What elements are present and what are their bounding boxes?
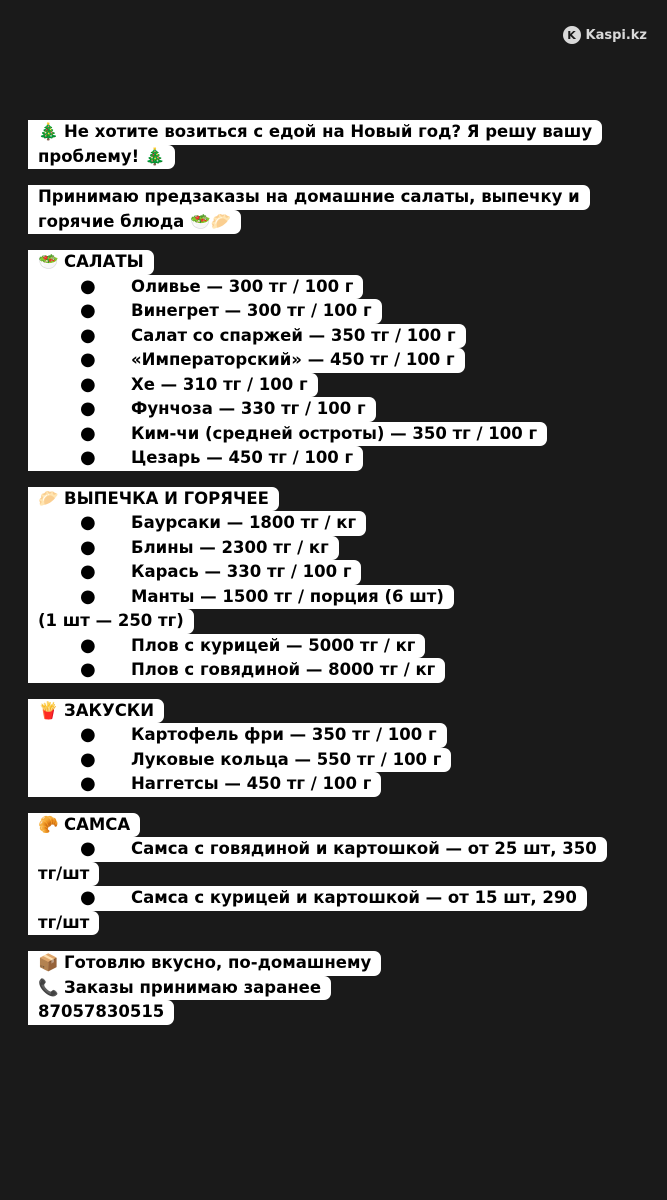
brand-name: Kaspi.kz	[585, 27, 647, 43]
menu-item-text: Наггетсы — 450 тг / 100 г	[131, 774, 372, 793]
menu-item-text: Плов с курицей — 5000 тг / кг	[131, 635, 416, 655]
menu-item-text: тг/шт	[38, 863, 90, 883]
bullet-icon	[80, 511, 131, 536]
preorder-text: Принимаю предзаказы на домашние салаты, выпечку и	[38, 187, 580, 206]
bullet-icon	[80, 772, 131, 797]
bullet-icon	[80, 422, 131, 447]
bullet-dot: ●	[80, 512, 96, 533]
menu-item-text: Самса с говядиной и картошкой — от 25 шт, 350	[131, 839, 597, 858]
bullet-icon	[80, 373, 131, 398]
menu-item-text: Блины — 2300 тг / кг	[131, 537, 329, 557]
bullet-dot: ●	[80, 659, 96, 680]
menu-item	[28, 634, 425, 659]
footer-text: Готовлю вкусно, по-домашнему	[64, 953, 372, 972]
section-title-text: САЛАТЫ	[64, 252, 144, 271]
section-title	[28, 487, 279, 512]
menu-item	[28, 886, 587, 911]
bullet-dot: ●	[80, 838, 96, 859]
bullet-icon	[80, 348, 131, 373]
bullet-icon	[80, 536, 131, 561]
bullet-icon	[80, 299, 131, 324]
phone-number	[28, 1000, 174, 1025]
intro-line	[28, 120, 602, 145]
menu-item-text: Луковые кольца — 550 тг / 100 г	[131, 749, 442, 769]
menu-item	[28, 422, 547, 447]
package-icon: 📦	[38, 953, 59, 972]
bullet-dot: ●	[80, 585, 96, 607]
intro-line	[28, 145, 175, 170]
menu-item	[28, 446, 363, 471]
bullet-icon	[80, 886, 131, 911]
bullet-icon	[80, 585, 131, 610]
menu-item	[28, 748, 451, 773]
bullet-dot: ●	[80, 373, 96, 395]
menu-item	[28, 560, 361, 585]
bullet-icon	[80, 723, 131, 748]
croissant-icon: 🥐	[38, 814, 59, 834]
story-text	[28, 120, 653, 1041]
salad-icon: 🥗	[38, 252, 59, 271]
bullet-dot: ●	[80, 398, 96, 419]
menu-item-text: Винегрет — 300 тг / 100 г	[131, 301, 372, 320]
section-title-text: ЗАКУСКИ	[64, 700, 155, 720]
menu-item	[28, 299, 382, 324]
menu-item-text: Картофель фри — 350 тг / 100 г	[131, 725, 437, 744]
menu-item-text: Ким-чи (средней остроты) — 350 тг / 100 г	[131, 423, 538, 443]
menu-item-continuation	[28, 609, 194, 634]
footer-line	[28, 976, 331, 1001]
bullet-icon	[80, 560, 131, 585]
fries-icon: 🍟	[38, 700, 59, 720]
menu-item-text: Плов с говядиной — 8000 тг / кг	[131, 660, 436, 679]
menu-item	[28, 723, 447, 748]
menu-item	[28, 585, 454, 610]
kaspi-logo-icon: K	[563, 26, 581, 44]
intro-text: проблему! 🎄	[38, 146, 166, 166]
bullet-icon	[80, 446, 131, 471]
preorder-text: горячие блюда 🥗🥟	[38, 211, 232, 231]
menu-item	[28, 658, 445, 683]
bullet-dot: ●	[80, 634, 96, 656]
bullet-dot: ●	[80, 748, 96, 770]
bullet-icon	[80, 634, 131, 659]
menu-item	[28, 324, 466, 349]
intro-text: Не хотите возиться с едой на Новый год? Я решу вашу	[64, 122, 593, 141]
bullet-dot: ●	[80, 887, 96, 908]
menu-item	[28, 536, 339, 561]
section-title-text: ВЫПЕЧКА И ГОРЯЧЕЕ	[64, 488, 269, 508]
section-salads	[28, 250, 653, 471]
intro-block	[28, 120, 653, 169]
section-title-text: САМСА	[64, 814, 131, 834]
section-title	[28, 250, 154, 275]
bullet-dot: ●	[80, 422, 96, 444]
footer-text: Заказы принимаю заранее	[64, 977, 322, 997]
menu-item-text: (1 шт — 250 тг)	[38, 611, 184, 630]
bullet-icon	[80, 748, 131, 773]
bullet-dot: ●	[80, 773, 96, 794]
bullet-icon	[80, 275, 131, 300]
menu-item-continuation	[28, 911, 99, 936]
footer-line	[28, 951, 381, 976]
menu-item-text: «Императорский» — 450 тг / 100 г	[131, 350, 455, 369]
phone-icon: 📞	[38, 977, 59, 997]
menu-item-text: Хе — 310 тг / 100 г	[131, 374, 308, 394]
bullet-dot: ●	[80, 275, 96, 297]
bullet-dot: ●	[80, 724, 96, 745]
brand-watermark	[563, 26, 648, 44]
section-bakery-hot	[28, 487, 653, 683]
bullet-dot: ●	[80, 300, 96, 321]
bullet-icon	[80, 324, 131, 349]
menu-item-text: Оливье — 300 тг / 100 г	[131, 276, 354, 296]
menu-item	[28, 373, 318, 398]
menu-item	[28, 837, 607, 862]
section-title	[28, 813, 140, 838]
dumpling-icon: 🥟	[38, 488, 59, 508]
menu-item-text: Баурсаки — 1800 тг / кг	[131, 513, 357, 532]
menu-item-text: Фунчоза — 330 тг / 100 г	[131, 399, 366, 418]
menu-item-text: Цезарь — 450 тг / 100 г	[131, 448, 354, 467]
bullet-dot: ●	[80, 536, 96, 558]
menu-item-continuation	[28, 862, 99, 887]
christmas-tree-icon: 🎄	[38, 122, 59, 141]
menu-item	[28, 348, 465, 373]
bullet-dot: ●	[80, 561, 96, 582]
menu-item	[28, 511, 366, 536]
preorder-block	[28, 185, 653, 234]
menu-item	[28, 275, 363, 300]
footer-block	[28, 951, 653, 1025]
bullet-icon	[80, 658, 131, 683]
menu-item-text: Самса с курицей и картошкой — от 15 шт, 290	[131, 888, 577, 907]
preorder-line	[28, 210, 241, 235]
bullet-dot: ●	[80, 324, 96, 346]
section-snacks	[28, 699, 653, 797]
bullet-icon	[80, 397, 131, 422]
preorder-line	[28, 185, 590, 210]
section-title	[28, 699, 164, 724]
bullet-icon	[80, 837, 131, 862]
bullet-dot: ●	[80, 447, 96, 468]
bullet-dot: ●	[80, 349, 96, 370]
menu-item	[28, 772, 381, 797]
menu-item-text: Салат со спаржей — 350 тг / 100 г	[131, 325, 456, 345]
menu-item-text: Карась — 330 тг / 100 г	[131, 562, 352, 581]
menu-item	[28, 397, 376, 422]
menu-item-text: Манты — 1500 тг / порция (6 шт)	[131, 586, 444, 606]
phone-number-text: 87057830515	[38, 1002, 165, 1021]
menu-item-text: тг/шт	[38, 912, 90, 932]
section-samsa	[28, 813, 653, 936]
